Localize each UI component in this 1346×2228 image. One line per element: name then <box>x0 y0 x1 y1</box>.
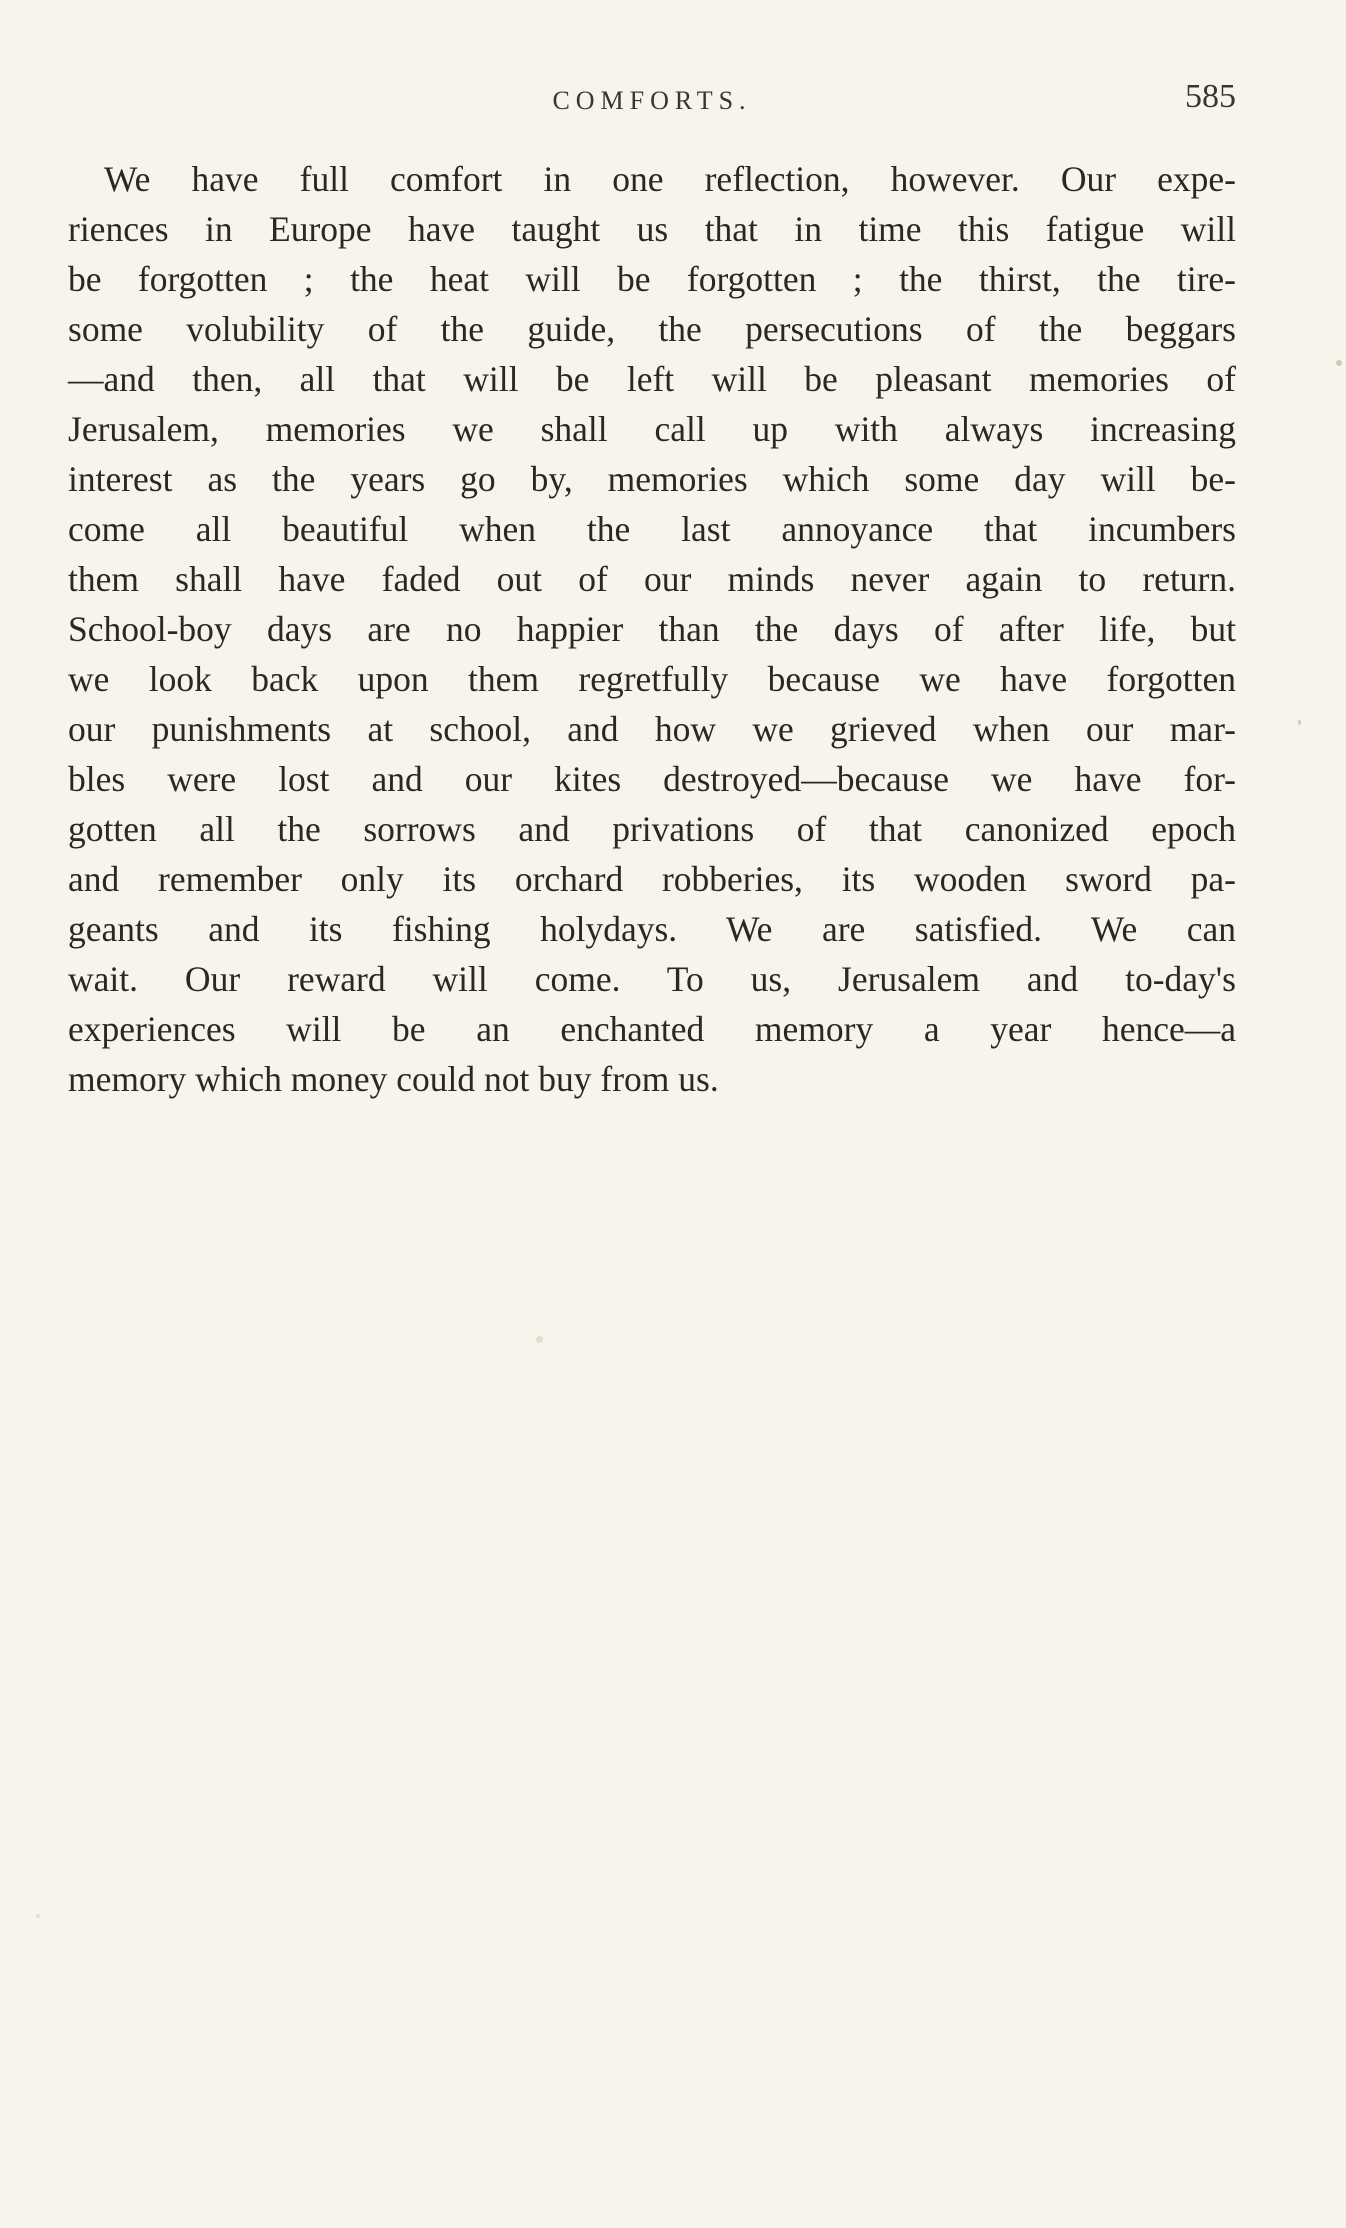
text-line: memory which money could not buy from us. <box>68 1059 719 1099</box>
text-line: geants and its fishing holydays. We are satisfied. We can <box>68 909 1236 949</box>
text-line: experiences will be an enchanted memory a year hence—a <box>68 1009 1236 1049</box>
text-line: We have full comfort in one reflection, however. Our expe- <box>104 159 1236 199</box>
text-line: come all beautiful when the last annoyance that incumbers <box>68 509 1236 549</box>
text-line: riences in Europe have taught us that in time this fatigue will <box>68 209 1236 249</box>
text-line: we look back upon them regretfully because we have forgotten <box>68 659 1236 699</box>
text-line: School-boy days are no happier than the days of after life, but <box>68 609 1236 649</box>
page-number: 585 <box>1185 78 1236 115</box>
text-line: be forgotten ; the heat will be forgotten ; the thirst, the tire- <box>68 259 1236 299</box>
text-line: Jerusalem, memories we shall call up with always increasing <box>68 409 1236 449</box>
paper-speck <box>36 1914 40 1918</box>
text-line: our punishments at school, and how we grieved when our mar- <box>68 709 1236 749</box>
text-line: and remember only its orchard robberies, its wooden sword pa- <box>68 859 1236 899</box>
body-paragraph <box>68 154 1236 1104</box>
running-title: COMFORTS. <box>552 86 752 115</box>
text-line: interest as the years go by, memories which some day will be- <box>68 459 1236 499</box>
paper-speck <box>1298 720 1301 725</box>
running-head <box>68 78 1236 126</box>
text-line: some volubility of the guide, the persecutions of the beggars <box>68 309 1236 349</box>
text-line: wait. Our reward will come. To us, Jerusalem and to-day's <box>68 959 1236 999</box>
text-line: gotten all the sorrows and privations of that canonized epoch <box>68 809 1236 849</box>
text-line: them shall have faded out of our minds never again to return. <box>68 559 1236 599</box>
paper-speck <box>1336 360 1342 366</box>
text-line: bles were lost and our kites destroyed—because we have for- <box>68 759 1236 799</box>
text-line: —and then, all that will be left will be pleasant memories of <box>68 359 1236 399</box>
paper-speck <box>536 1336 543 1343</box>
